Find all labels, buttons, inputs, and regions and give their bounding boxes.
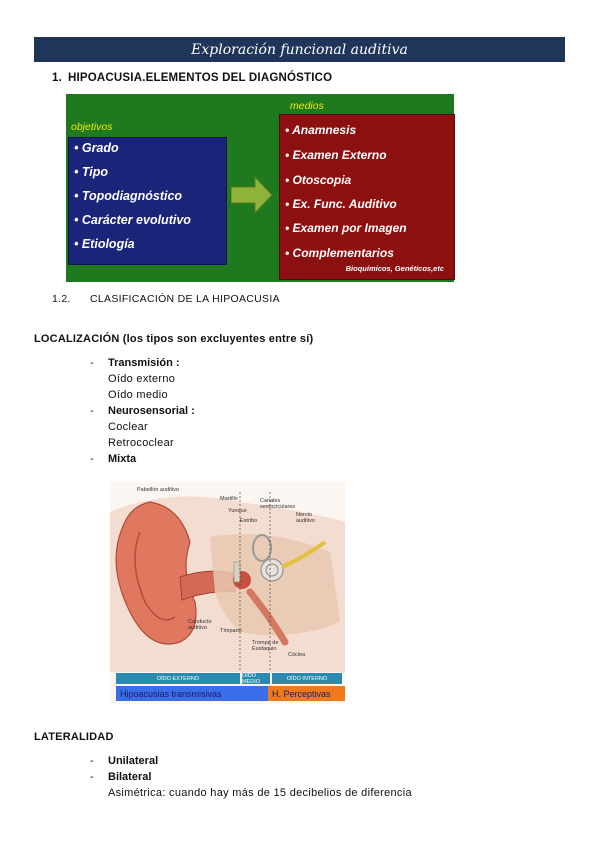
objetivo-item: • Carácter evolutivo [74, 213, 191, 227]
section-1-title: HIPOACUSIA.ELEMENTOS DEL DIAGNÓSTICO [68, 72, 333, 84]
segment-middle-ear: OÍDO MEDIO [242, 673, 270, 684]
medio-item: • Examen Externo [285, 148, 387, 162]
figure-label: Cóclea [288, 652, 306, 658]
medios-label: medios [290, 100, 324, 112]
transmissive-bar [116, 686, 268, 701]
ear-anatomy-figure [110, 482, 345, 704]
medio-item: • Anamnesis [285, 123, 357, 137]
list-dash: - [90, 357, 94, 369]
list-dash: - [90, 405, 94, 417]
figure-label: Martillo [220, 496, 238, 502]
list-item-label: Transmisión : [108, 357, 180, 369]
figure-label: Trompa de Eustaquio [252, 640, 279, 652]
page-header-title: Exploración funcional auditiva [191, 41, 408, 58]
list-item-label: Unilateral [108, 755, 159, 767]
section-1-2-title: CLASIFICACIÓN DE LA HIPOACUSIA [90, 293, 280, 305]
medios-box [279, 114, 455, 280]
list-item-label: Neurosensorial : [108, 405, 195, 417]
list-item [90, 451, 195, 467]
medio-item: • Otoscopia [285, 173, 352, 187]
list-dash: - [90, 755, 94, 767]
lateralidad-heading-text: LATERALIDAD [34, 731, 114, 743]
objetivos-label: objetivos [71, 121, 113, 133]
objetivo-item: • Etiología [74, 237, 135, 251]
list-item [90, 403, 195, 451]
list-subitem: Oído medio [108, 389, 168, 401]
objetivo-item: • Tipo [74, 165, 109, 179]
list-subitem: Oído externo [108, 373, 176, 385]
localizacion-heading [34, 333, 313, 345]
figure-label: Conducto auditivo [188, 619, 212, 631]
list-subitem: Retrococlear [108, 437, 174, 449]
segment-outer-ear: OÍDO EXTERNO [116, 673, 240, 684]
list-item [90, 355, 195, 403]
lateralidad-list [90, 753, 412, 801]
list-subitem: Asimétrica: cuando hay más de 15 decibelios de diferencia [108, 787, 412, 799]
section-1-2-heading [52, 293, 280, 305]
figure-label: Yunque [228, 508, 247, 514]
figure-label: Canales semicirculares [260, 498, 296, 510]
perceptive-bar [268, 686, 345, 701]
transmissive-bar-label: Hipoacusias transmisivas [120, 688, 222, 699]
medio-item: • Complementarios [285, 246, 394, 260]
section-1-heading [52, 72, 332, 84]
localizacion-list [90, 355, 195, 467]
medio-item: • Ex. Func. Auditivo [285, 197, 397, 211]
list-subitem: Coclear [108, 421, 149, 433]
list-dash: - [90, 453, 94, 465]
objetivos-box [68, 137, 227, 265]
medio-item: • Examen por Imagen [285, 221, 407, 235]
figure-label: Tímpano [220, 628, 242, 634]
figure-label: Nervio auditivo [296, 512, 315, 524]
diagnosis-elements-slide [66, 94, 454, 282]
list-item [90, 769, 412, 801]
lateralidad-heading [34, 731, 114, 743]
localizacion-heading-text: LOCALIZACIÓN [34, 333, 120, 345]
perceptive-bar-label: H. Perceptivas [272, 688, 331, 699]
localizacion-heading-note: (los tipos son excluyentes entre sí) [122, 333, 314, 345]
page-header-banner [34, 37, 565, 62]
segment-inner-ear: OÍDO INTERNO [272, 673, 342, 684]
list-item [90, 753, 412, 769]
medios-note: Bioquímicos, Genéticos,etc [345, 264, 444, 273]
figure-label: Pabellón auditivo [137, 487, 179, 493]
right-arrow-icon [231, 176, 273, 214]
section-1-number: 1. [52, 72, 62, 84]
objetivo-item: • Grado [74, 141, 119, 155]
ear-segments-row [116, 673, 342, 684]
figure-label: Estribo [240, 518, 258, 524]
section-1-2-number: 1.2. [52, 293, 71, 305]
list-dash: - [90, 771, 94, 783]
list-item-label: Mixta [108, 453, 137, 465]
list-item-label: Bilateral [108, 771, 152, 783]
objetivo-item: • Topodiagnóstico [74, 189, 183, 203]
